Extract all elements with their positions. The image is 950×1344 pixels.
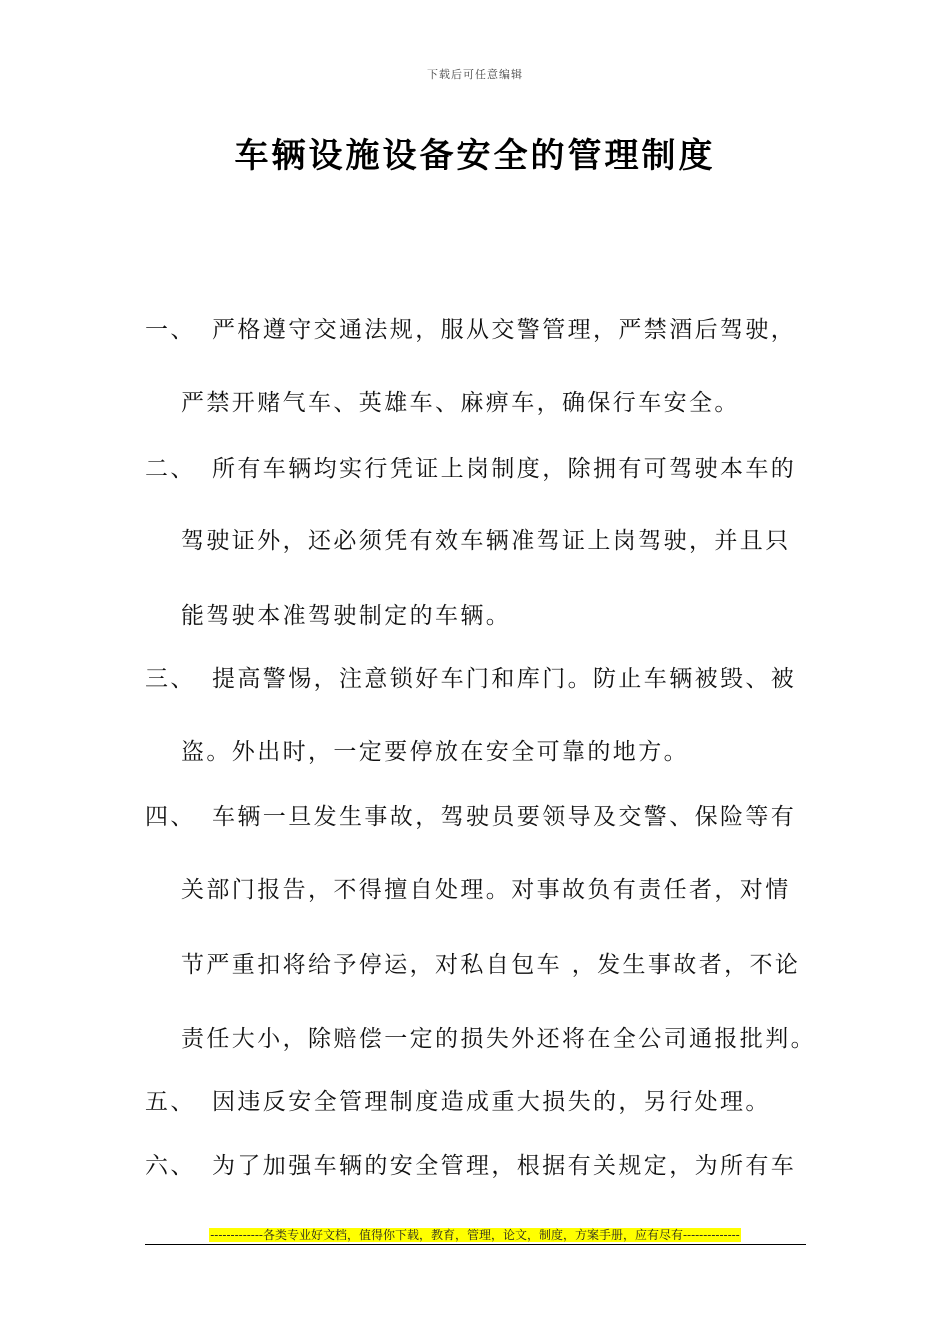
- item-text: 为了加强车辆的安全管理，根据有关规定，为所有车: [212, 1153, 797, 1179]
- item-text: 关部门报告，不得擅自处理。对事故负有责任者，对情: [181, 877, 791, 903]
- item-number: 六、: [145, 1153, 196, 1179]
- item-number: 四、: [145, 804, 196, 830]
- item-text: 车辆一旦发生事故，驾驶员要领导及交警、保险等有: [212, 804, 797, 830]
- item-text: 责任大小，除赔偿一定的损失外还将在全公司通报批判。: [181, 1026, 816, 1052]
- item-text: 盗。外出时，一定要停放在安全可靠的地方。: [181, 739, 689, 765]
- footer-banner-text: -------------各类专业好文档，值得你下载，教育，管理，论文，制度，方案手册，应有尽有--------------: [210, 1228, 740, 1242]
- item-text: 严格遵守交通法规，服从交警管理，严禁酒后驾驶，: [212, 317, 797, 343]
- item-text: 驾驶证外，还必须凭有效车辆准驾证上岗驾驶，并且只: [181, 528, 791, 554]
- item-text: 节严重扣将给予停运，对私自包车 ，发生事故者，不论: [181, 952, 801, 978]
- item-number: 二、: [145, 456, 196, 482]
- footer-banner: [0, 1226, 950, 1243]
- item-text: 所有车辆均实行凭证上岗制度，除拥有可驾驶本车的: [212, 456, 797, 482]
- item-text: 提高警惕，注意锁好车门和库门。防止车辆被毁、被: [212, 666, 797, 692]
- item-text: 因违反安全管理制度造成重大损失的，另行处理。: [212, 1089, 771, 1115]
- item-number: 三、: [145, 666, 196, 692]
- footer-divider: [145, 1244, 806, 1245]
- item-number: 一、: [145, 317, 196, 343]
- item-text: 能驾驶本准驾驶制定的车辆。: [181, 603, 512, 629]
- item-text: 严禁开赌气车、英雄车、麻痹车，确保行车安全。: [181, 390, 740, 416]
- header-note: 下载后可任意编辑: [427, 68, 523, 81]
- document-title: 车辆设施设备安全的管理制度: [234, 136, 716, 176]
- item-number: 五、: [145, 1089, 196, 1115]
